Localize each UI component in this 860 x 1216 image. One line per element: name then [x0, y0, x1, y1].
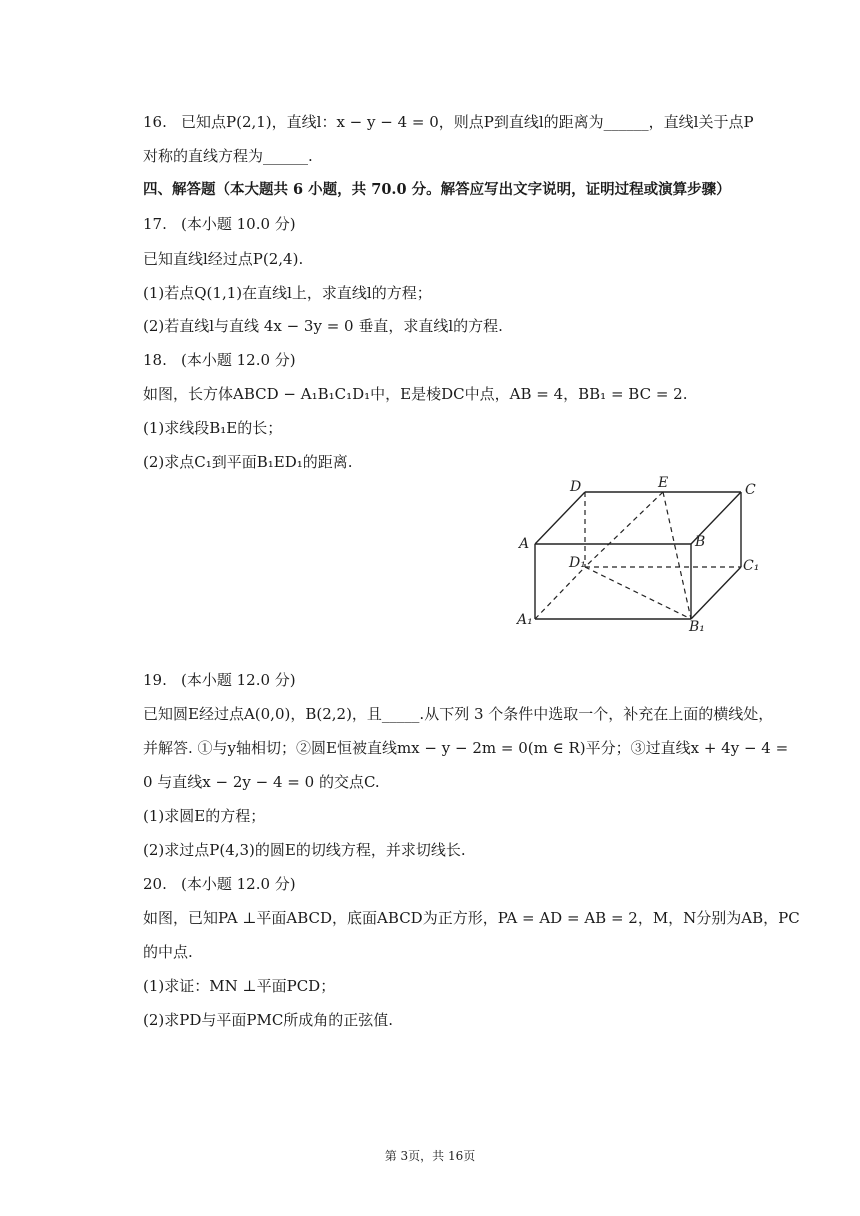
- q20-line2: 的中点.: [143, 943, 193, 961]
- q18-stem: 如图，长方体ABCD − A₁B₁C₁D₁中，E是棱DC中点，AB = 4，BB₁ = BC = 2.: [143, 385, 688, 403]
- q20-part2: (2)求PD与平面PMC所成角的正弦值.: [143, 1011, 394, 1029]
- q19-line2: 并解答. ①与y轴相切；②圆E恒被直线mx − y − 2m = 0(m ∈ R)平分；③过直线x + 4y − 4 =: [143, 739, 789, 757]
- q16-line1: [143, 112, 754, 132]
- q17-number: 17.: [143, 215, 167, 233]
- label-B1: B₁: [689, 619, 705, 634]
- q18-part2: (2)求点C₁到平面B₁ED₁的距离.: [143, 453, 353, 471]
- q19-line3: 0 与直线x − 2y − 4 = 0 的交点C.: [143, 773, 380, 791]
- cuboid-figure: [515, 474, 765, 634]
- segment-ED1: [585, 492, 663, 567]
- label-D1: D₁: [569, 555, 586, 571]
- q20-part1: (1)求证：MN ⊥平面PCD；: [143, 977, 336, 995]
- q19-score: (本小题 12.0 分): [181, 671, 296, 689]
- q19-line1: 已知圆E经过点A(0,0)，B(2,2)，且_____.从下列 3 个条件中选取一个，补充在上面的横线处，: [143, 705, 774, 723]
- page-footer: 第 3页，共 16页: [384, 1149, 476, 1163]
- q17-part1: (1)若点Q(1,1)在直线l上，求直线l的方程；: [143, 284, 432, 302]
- q17-part2: (2)若直线l与直线 4x − 3y = 0 垂直，求直线l的方程.: [143, 317, 503, 335]
- segment-D1B1: [585, 567, 691, 619]
- q19-part2: (2)求过点P(4,3)的圆E的切线方程，并求切线长.: [143, 841, 466, 859]
- q18-part1: (1)求线段B₁E的长；: [143, 419, 283, 437]
- q16-line2: 对称的直线方程为______.: [143, 147, 313, 165]
- section-title: 四、解答题（本大题共 6 小题，共 70.0 分。解答应写出文字说明，证明过程或演算步骤）: [143, 181, 731, 198]
- q20-header: [143, 874, 296, 894]
- edge-AD: [535, 492, 585, 544]
- q18-score: (本小题 12.0 分): [181, 351, 296, 369]
- q17-score: (本小题 10.0 分): [181, 215, 296, 233]
- q20-number: 20.: [143, 875, 167, 893]
- q18-header: [143, 350, 296, 370]
- q19-header: [143, 670, 296, 690]
- label-A: A: [519, 536, 530, 552]
- label-E: E: [658, 475, 669, 491]
- q19-part1: (1)求圆E的方程；: [143, 807, 266, 825]
- label-A1: A₁: [517, 612, 533, 628]
- q20-line1: 如图，已知PA ⊥平面ABCD，底面ABCD为正方形，PA = AD = AB = 2，M，N分别为AB，PC: [143, 909, 800, 927]
- q16-number: 16.: [143, 113, 167, 131]
- edge-A1D1-hidden: [535, 567, 585, 619]
- q18-number: 18.: [143, 351, 167, 369]
- q17-header: [143, 214, 296, 234]
- q20-score: (本小题 12.0 分): [181, 875, 296, 893]
- edge-B1C1: [691, 567, 741, 619]
- label-C: C: [745, 482, 756, 498]
- q16-text-1: 已知点P(2,1)，直线l：x − y − 4 = 0，则点P到直线l的距离为______，直线l关于点P: [181, 113, 754, 131]
- segment-EB1: [663, 492, 691, 619]
- label-D: D: [570, 479, 582, 495]
- q17-stem: 已知直线l经过点P(2,4).: [143, 250, 304, 268]
- label-B: B: [695, 534, 706, 550]
- label-C1: C₁: [743, 558, 760, 574]
- q19-number: 19.: [143, 671, 167, 689]
